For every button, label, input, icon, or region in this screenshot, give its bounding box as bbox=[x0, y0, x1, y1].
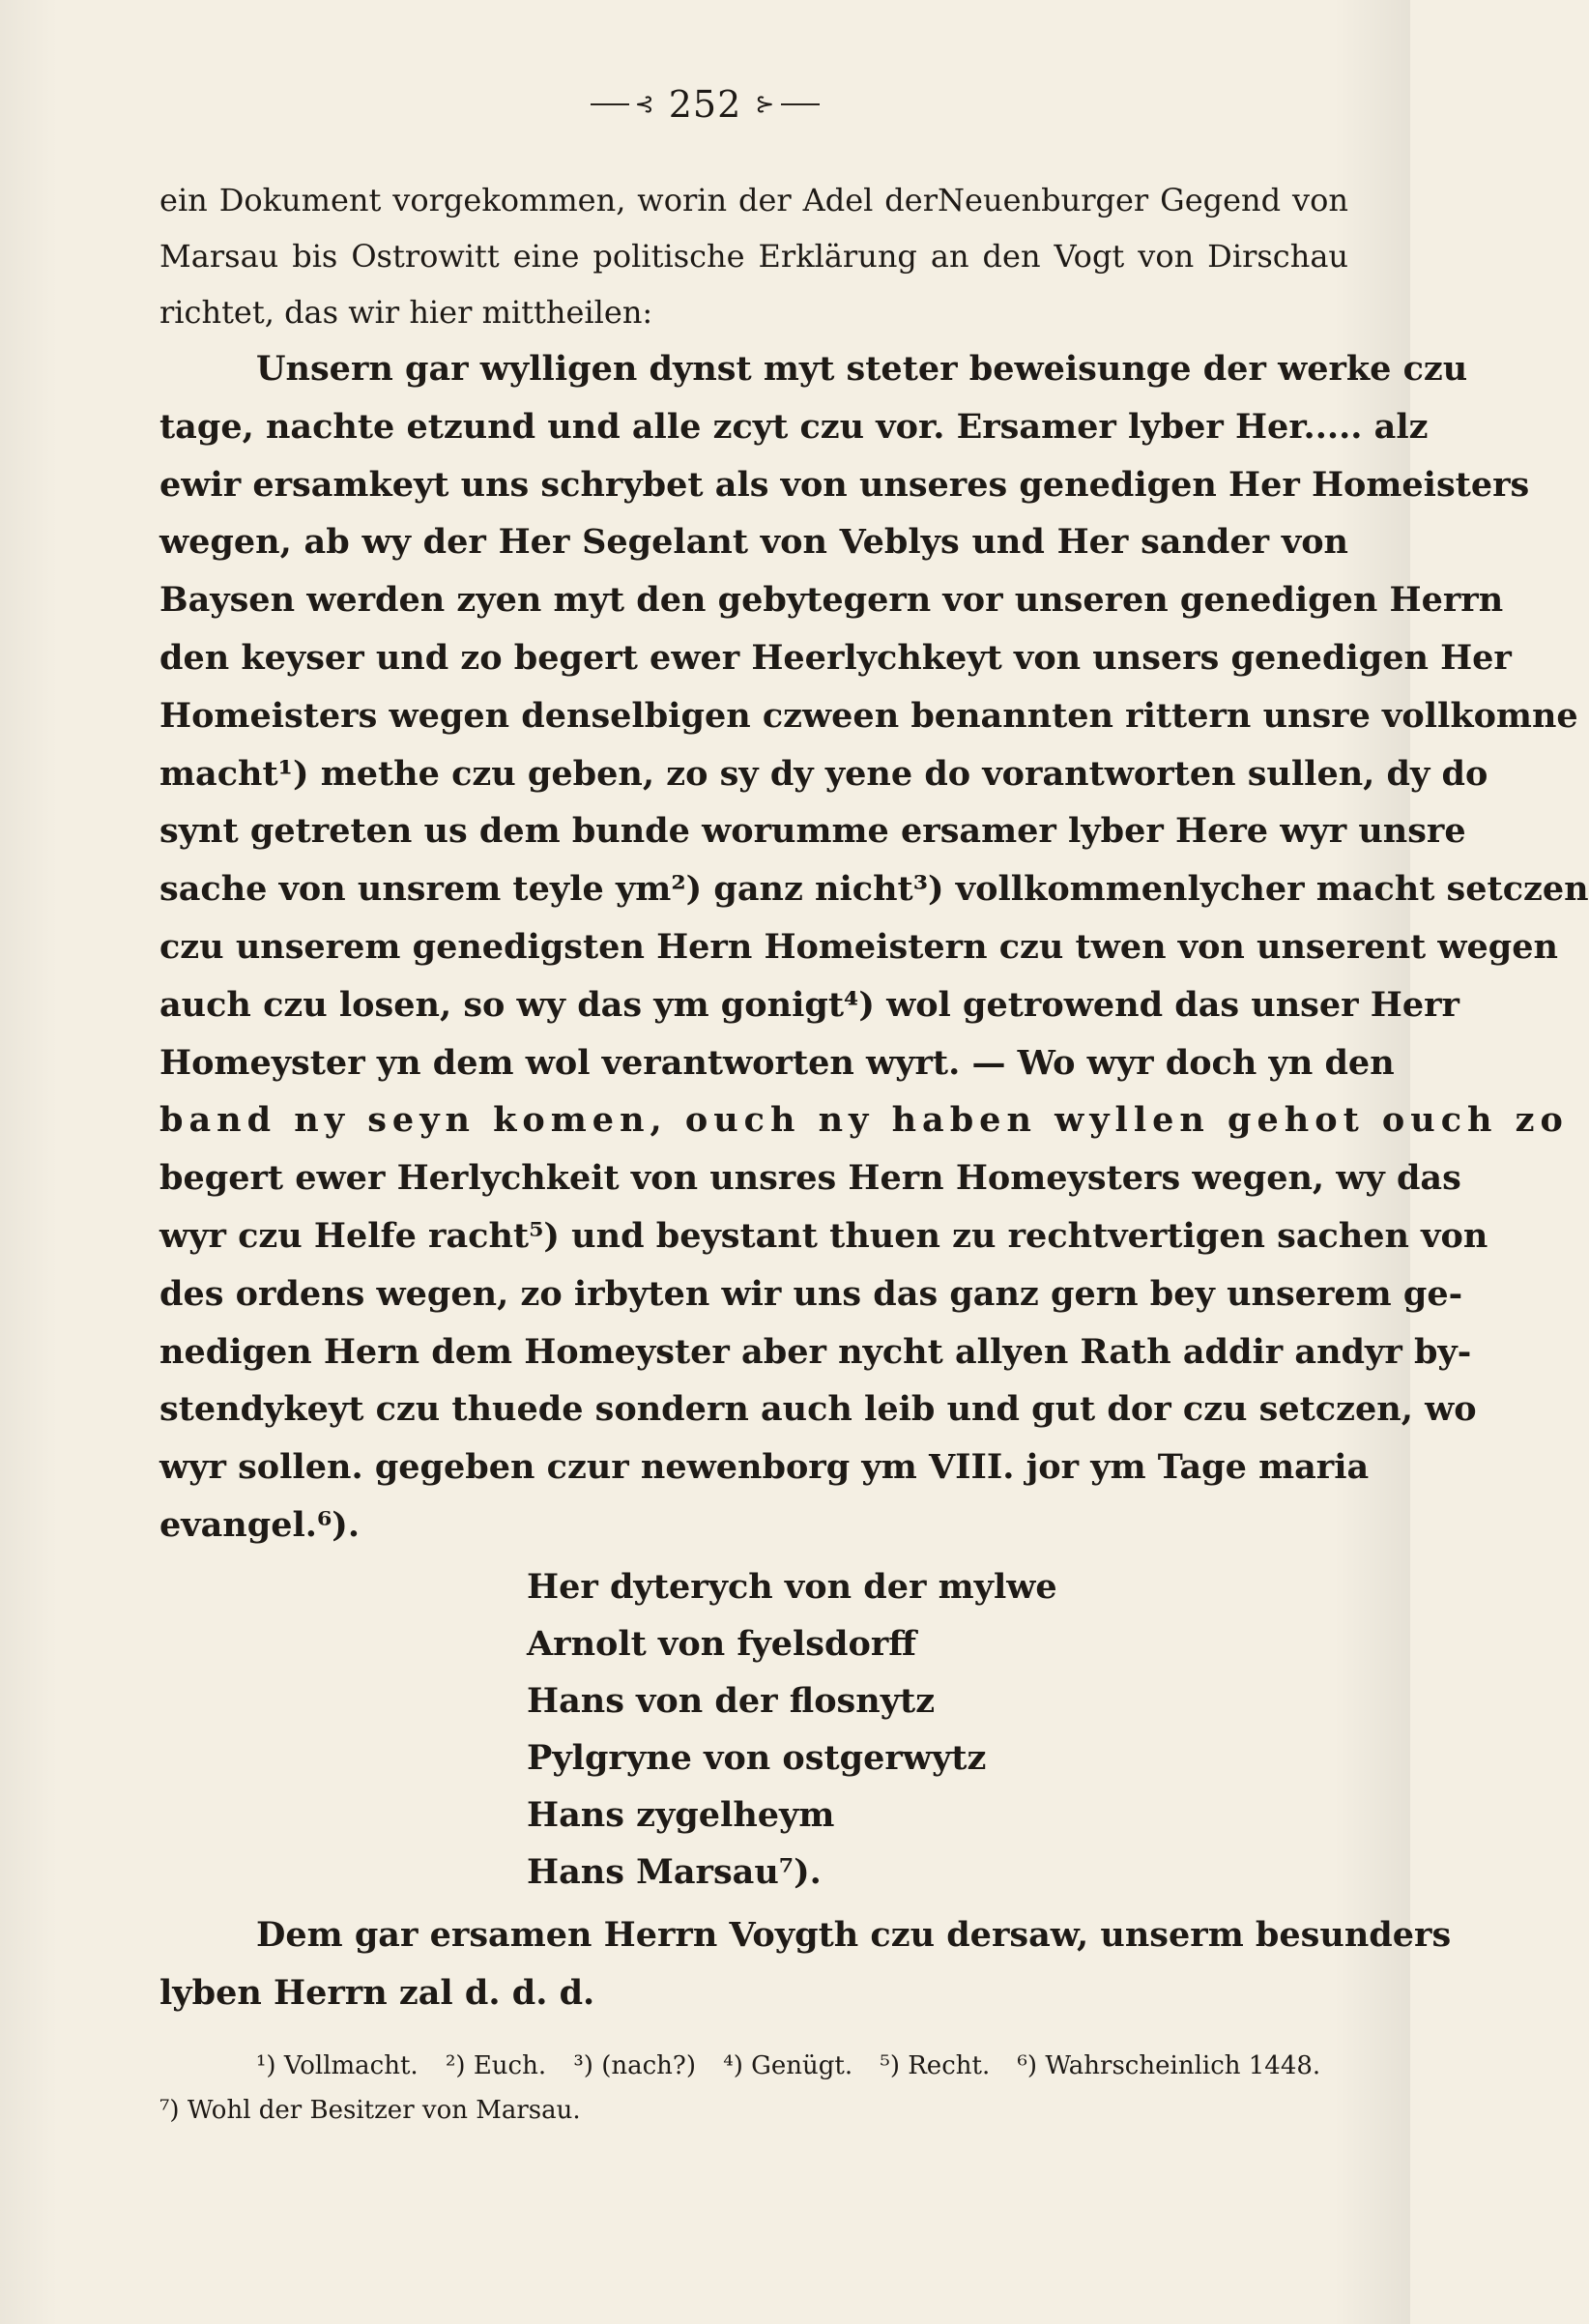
footnote-mark: ¹) bbox=[256, 2051, 276, 2080]
footnote bbox=[159, 2096, 581, 2125]
header-ornament-right-icon: ⊱ bbox=[755, 90, 776, 118]
footnote bbox=[573, 2051, 696, 2080]
quote-line: begert ewer Herlychkeit von unsres Hern Homeysters wegen, wy das bbox=[159, 1158, 1461, 1199]
quote-line: wyr czu Helfe racht⁵) und beystant thuen zu rechtvertigen sachen von bbox=[159, 1215, 1488, 1256]
address-line: Dem gar ersamen Herrn Voygth czu dersaw, unserm besunders bbox=[256, 1915, 1452, 1955]
footnote-text: Recht. bbox=[908, 2051, 991, 2080]
footnote-mark: ³) bbox=[573, 2051, 593, 2080]
signer-name: Hans zygelheym bbox=[527, 1795, 835, 1835]
footnote-text: Wohl der Besitzer von Marsau. bbox=[187, 2096, 581, 2125]
footnote bbox=[1017, 2051, 1320, 2080]
intro-line: ein Dokument vorgekommen, worin der Adel derNeuenburger Gegend von bbox=[159, 182, 1348, 218]
quote-line: nedigen Hern dem Homeyster aber nycht allyen Rath addir andyr by- bbox=[159, 1331, 1472, 1372]
quote-line: synt getreten us dem bunde worumme ersamer lyber Here wyr unsre bbox=[159, 811, 1466, 852]
quoted-letter bbox=[159, 340, 1589, 1554]
footnote-text: Vollmacht. bbox=[283, 2051, 419, 2080]
footnote-text: (nach?) bbox=[601, 2051, 696, 2080]
footnote-text: Wahrscheinlich 1448. bbox=[1045, 2051, 1321, 2080]
quote-line: Baysen werden zyen myt den gebytegern vor unseren genedigen Herrn bbox=[159, 580, 1504, 621]
footnote bbox=[256, 2051, 419, 2080]
quote-line: sache von unsrem teyle ym²) ganz nicht³) vollkommenlycher macht setczen bbox=[159, 869, 1589, 910]
address-line: lyben Herrn zal d. d. d. bbox=[159, 1973, 595, 2013]
signer-name: Pylgryne von ostgerwytz bbox=[527, 1738, 987, 1778]
quote-line: Homeyster yn dem wol verantworten wyrt. — Wo wyr doch yn den bbox=[159, 1042, 1395, 1083]
quote-line: ewir ersamkeyt uns schrybet als von unseres genedigen Her Homeisters bbox=[159, 464, 1530, 505]
footnote-text: Genügt. bbox=[751, 2051, 853, 2080]
footnote bbox=[723, 2051, 852, 2080]
intro-paragraph bbox=[159, 172, 1348, 340]
footnotes bbox=[159, 2044, 1348, 2133]
page-header bbox=[0, 79, 1410, 126]
signer-name: Hans von der flosnytz bbox=[527, 1681, 936, 1721]
intro-line: Marsau bis Ostrowitt eine politische Erklärung an den Vogt von Dirschau bbox=[159, 238, 1348, 275]
page-number: 252 bbox=[668, 82, 742, 126]
signer-name: Hans Marsau⁷). bbox=[527, 1852, 822, 1892]
signer-name: Arnolt von fyelsdorff bbox=[527, 1624, 916, 1664]
quote-line: czu unserem genedigsten Hern Homeistern czu twen von unserent wegen bbox=[159, 926, 1558, 967]
footnote bbox=[880, 2051, 990, 2080]
quote-line: stendykeyt czu thuede sondern auch leib und gut dor czu setczen, wo bbox=[159, 1389, 1477, 1430]
signature-list bbox=[527, 1558, 1319, 1901]
footnote-mark: ⁴) bbox=[723, 2051, 743, 2080]
quote-line: wegen, ab wy der Her Segelant von Veblys und Her sander von bbox=[159, 522, 1348, 563]
quote-line-spaced: band ny seyn komen, ouch ny haben wyllen gehot ouch zo bbox=[159, 1100, 1569, 1141]
quote-line: evangel.⁶). bbox=[159, 1504, 361, 1545]
footnote-mark: ²) bbox=[445, 2051, 466, 2080]
letter-address bbox=[159, 1906, 1452, 2022]
quote-line: wyr sollen. gegeben czur newenborg ym VIII. jor ym Tage maria bbox=[159, 1447, 1370, 1488]
header-rule-right bbox=[781, 103, 820, 105]
intro-line: richtet, das wir hier mittheilen: bbox=[159, 294, 653, 331]
quote-line: Homeisters wegen denselbigen czween benannten rittern unsre vollkomne bbox=[159, 695, 1578, 736]
quote-line: tage, nachte etzund und alle zcyt czu vor. Ersamer lyber Her..... alz bbox=[159, 406, 1429, 447]
quote-line: Unsern gar wylligen dynst myt steter beweisunge der werke czu bbox=[256, 349, 1468, 389]
quote-line: macht¹) methe czu geben, zo sy dy yene do vorantworten sullen, dy do bbox=[159, 753, 1488, 794]
footnote-line bbox=[159, 2088, 1348, 2133]
header-rule-left bbox=[591, 103, 629, 105]
footnote-text: Euch. bbox=[473, 2051, 547, 2080]
quote-line: auch czu losen, so wy das ym gonigt⁴) wol getrowend das unser Herr bbox=[159, 984, 1459, 1025]
footnote bbox=[446, 2051, 546, 2080]
footnote-mark: ⁵) bbox=[880, 2051, 900, 2080]
header-ornament-left-icon: ⊰ bbox=[634, 90, 655, 118]
footnote-mark: ⁶) bbox=[1017, 2051, 1038, 2080]
quote-line: des ordens wegen, zo irbyten wir uns das ganz gern bey unserem ge- bbox=[159, 1273, 1463, 1314]
quote-line: den keyser und zo begert ewer Heerlychkeyt von unsers genedigen Her bbox=[159, 637, 1512, 678]
signer-name: Her dyterych von der mylwe bbox=[527, 1567, 1057, 1607]
footnote-line bbox=[159, 2044, 1348, 2088]
footnote-mark: ⁷) bbox=[159, 2096, 180, 2125]
